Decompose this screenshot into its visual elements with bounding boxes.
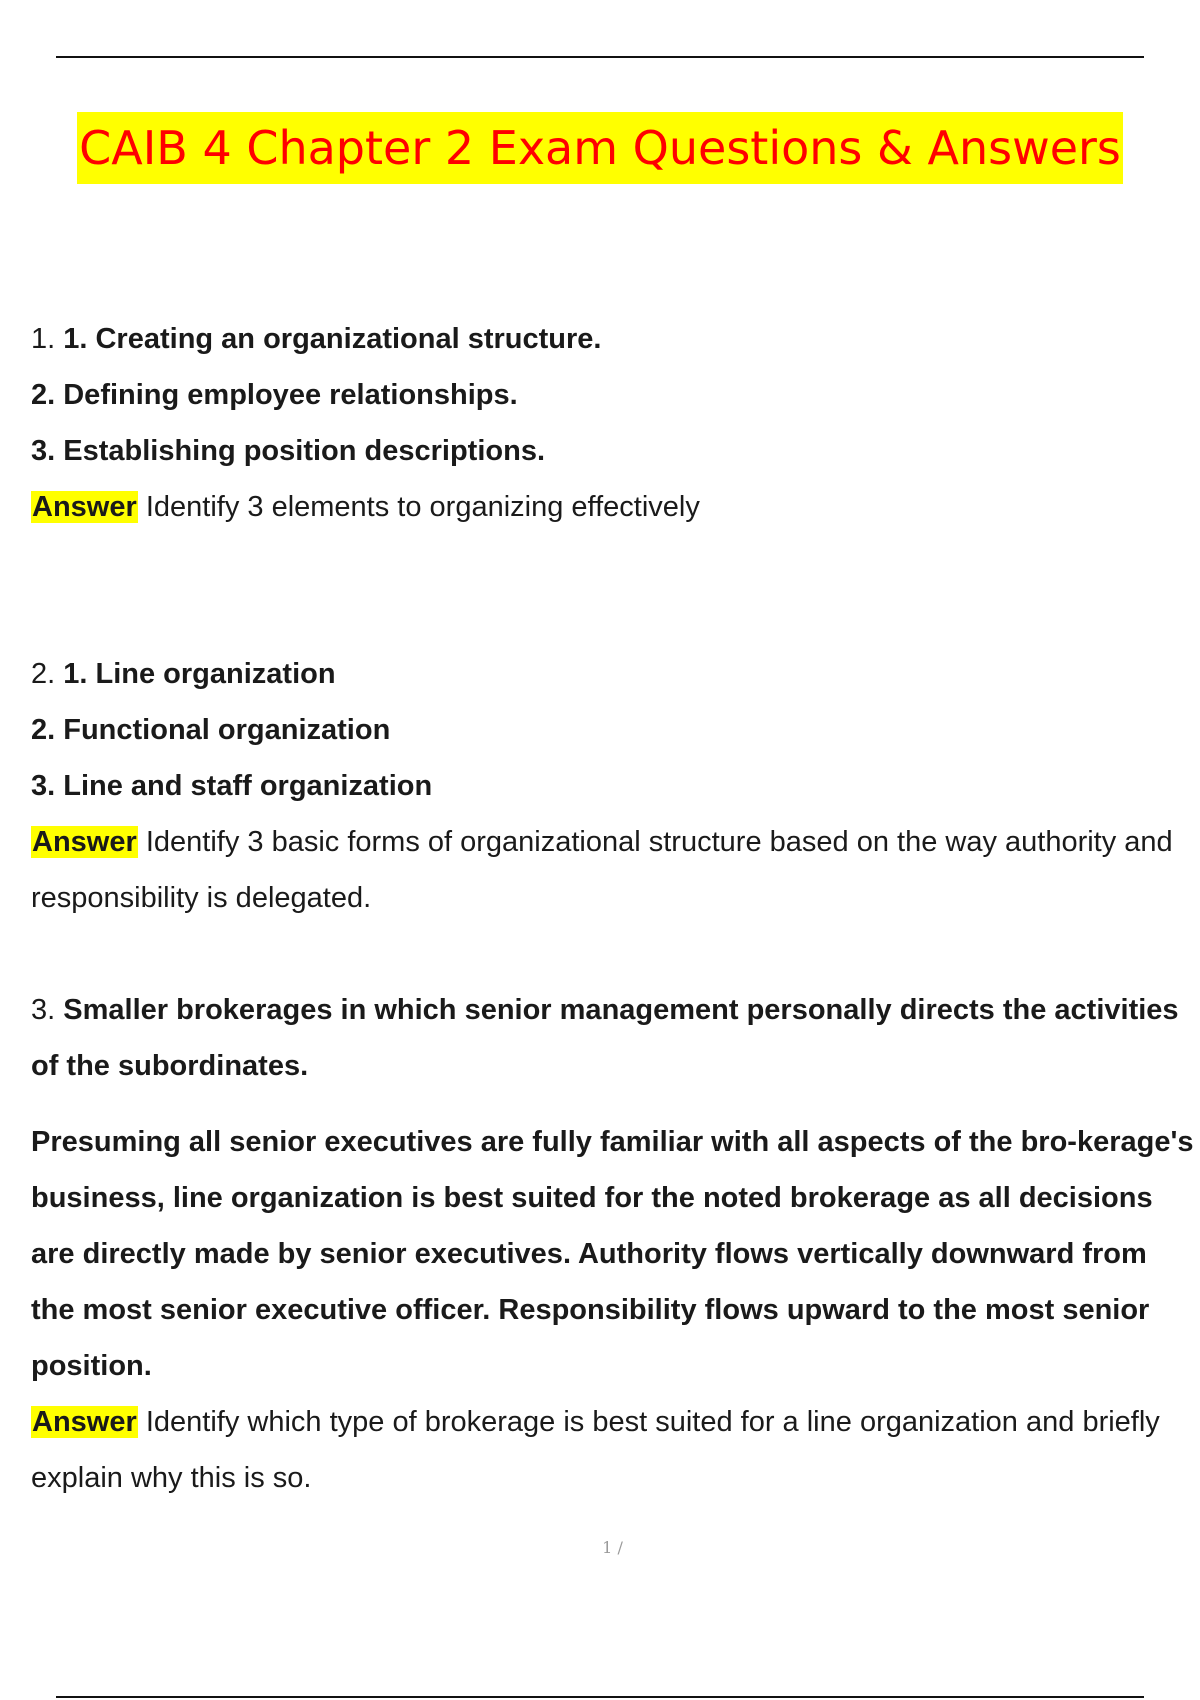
question-paragraph: Presuming all senior executives are fully familiar with all aspects of the bro-kerage's business, line organization is best suited for the noted brokerage as all decisions are directly made by senior executives. Authority flows vertically downward from the most senior executive officer. Responsibility flows upward to the most senior position. [31,1126,1194,1382]
question-line: 2. Functional organization [31,714,391,746]
answer-text: Identify 3 basic forms of organizational structure based on the way authority and responsibility is delegated. [31,826,1173,914]
title-container [0,112,1200,184]
answer-text: Identify 3 elements to organizing effectively [145,491,700,523]
question-line: 2. Defining employee relationships. [31,379,518,411]
question-2 [31,646,1195,926]
question-3 [31,982,1195,1506]
answer-line [31,1394,1195,1506]
question-number: 3. [31,994,56,1026]
question-line: 3. Smaller brokerages in which senior management personally directs the activities of the subordinates. [31,994,1179,1082]
document-title: CAIB 4 Chapter 2 Exam Questions & Answers [77,112,1123,184]
answer-text: Identify which type of brokerage is best suited for a line organization and briefly explain why this is so. [31,1406,1160,1494]
question-number: 2. [31,658,56,690]
bottom-rule [56,1696,1144,1698]
question-line: 3. Establishing position descriptions. [31,435,546,467]
question-line: 1. 1. Creating an organizational structure. [31,323,602,355]
question-1 [31,311,1195,535]
answer-label: Answer [32,1406,137,1438]
answer-line [31,814,1195,926]
question-number: 1. [31,323,56,355]
answer-label: Answer [32,826,137,858]
top-rule [56,56,1144,58]
page-number: 1 / [602,1538,623,1557]
answer-label: Answer [32,491,137,523]
answer-line [31,479,1195,535]
paragraph-gap [31,1094,1195,1114]
question-line: 2. 1. Line organization [31,658,336,690]
question-line: 3. Line and staff organization [31,770,433,802]
